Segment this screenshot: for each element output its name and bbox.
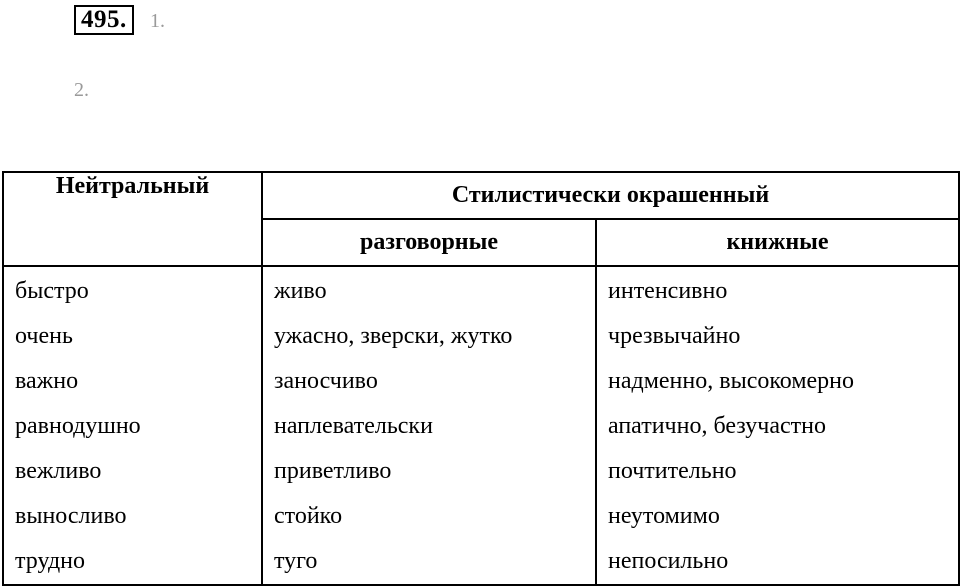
table-row bbox=[3, 266, 959, 314]
table-body bbox=[3, 266, 959, 585]
exercise-number: 495. bbox=[74, 5, 134, 35]
table-row bbox=[3, 494, 959, 539]
cell-colloquial: наплевательски bbox=[262, 404, 596, 449]
cell-neutral: трудно bbox=[3, 539, 262, 585]
item-marker-1: 1. bbox=[150, 10, 165, 32]
cell-neutral: очень bbox=[3, 314, 262, 359]
header-colloquial: разговорные bbox=[262, 219, 596, 266]
table-row bbox=[3, 314, 959, 359]
cell-colloquial: стойко bbox=[262, 494, 596, 539]
header-stylistic: Стилистически окрашенный bbox=[262, 172, 959, 219]
table-row bbox=[3, 449, 959, 494]
cell-colloquial: туго bbox=[262, 539, 596, 585]
cell-bookish: чрезвычайно bbox=[596, 314, 959, 359]
header-bookish: книжные bbox=[596, 219, 959, 266]
cell-colloquial: живо bbox=[262, 266, 596, 314]
header-neutral: Нейтральный bbox=[3, 172, 262, 266]
cell-bookish: непосильно bbox=[596, 539, 959, 585]
item-marker-2: 2. bbox=[74, 79, 89, 101]
cell-bookish: почтительно bbox=[596, 449, 959, 494]
table-row bbox=[3, 404, 959, 449]
cell-neutral: выносливо bbox=[3, 494, 262, 539]
cell-bookish: неутомимо bbox=[596, 494, 959, 539]
cell-bookish: надменно, высокомерно bbox=[596, 359, 959, 404]
cell-colloquial: приветливо bbox=[262, 449, 596, 494]
cell-neutral: быстро bbox=[3, 266, 262, 314]
cell-bookish: интенсивно bbox=[596, 266, 959, 314]
cell-neutral: равнодушно bbox=[3, 404, 262, 449]
cell-colloquial: заносчиво bbox=[262, 359, 596, 404]
cell-colloquial: ужасно, зверски, жутко bbox=[262, 314, 596, 359]
table-row bbox=[3, 539, 959, 585]
cell-neutral: важно bbox=[3, 359, 262, 404]
cell-neutral: вежливо bbox=[3, 449, 262, 494]
table-row bbox=[3, 359, 959, 404]
table-header bbox=[3, 172, 959, 266]
synonyms-table bbox=[2, 171, 960, 586]
cell-bookish: апатично, безучастно bbox=[596, 404, 959, 449]
